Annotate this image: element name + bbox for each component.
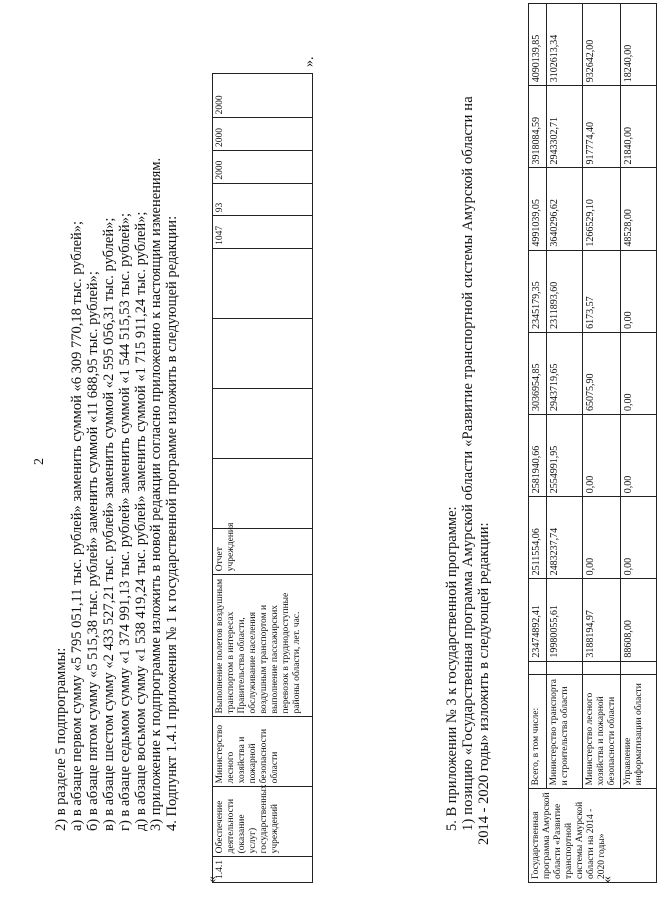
cell-value [213, 248, 313, 318]
table-row [621, 4, 657, 883]
open-quote: « [205, 876, 220, 883]
cell-value: 2345179,35 [529, 250, 547, 332]
text-line: г) в абзаце седьмом сумму «1 374 991,13 тыс. рублей» заменить суммой «1 544 515,53 тыс. рублей»; [116, 213, 133, 831]
cell-executor: Министерство лесного хозяйства и пожарной безопасности области [213, 717, 313, 787]
cell-spacer [583, 661, 621, 675]
cell-value: 2483237,74 [547, 497, 583, 579]
cell-value: 0,00 [621, 332, 657, 414]
section-5-text [444, 0, 492, 845]
cell-value: 0,00 [621, 250, 657, 332]
cell-value: 19980055,61 [547, 579, 583, 661]
cell-value: 2000 [213, 151, 313, 184]
cell-value: 23474892,41 [529, 579, 547, 661]
cell-value: 0,00 [621, 415, 657, 497]
text-line: 5. В приложении № 3 к государственной программе: [444, 506, 460, 831]
cell-value [213, 318, 313, 388]
cell-spacer [529, 661, 547, 675]
cell-value: 3102613,34 [547, 4, 583, 86]
cell-value: 2511554,06 [529, 497, 547, 579]
cell-value: 2581940,66 [529, 415, 547, 497]
cell-value [213, 458, 313, 528]
cell-value [213, 388, 313, 458]
cell-value: 88608,00 [621, 579, 657, 661]
cell-label: Управление информатизации области [621, 675, 657, 789]
cell-value: 21840,00 [621, 86, 657, 168]
cell-spacer [621, 661, 657, 675]
cell-value: 1266529,10 [583, 168, 621, 250]
cell-value: 4090139,85 [529, 4, 547, 86]
text-line: 4. Подпункт 1.4.1 приложения № 1 к государственной программе изложить в следующей редакции: [164, 215, 181, 831]
cell-value: 4991039,05 [529, 168, 547, 250]
amendment-text [54, 0, 181, 845]
open-quote: « [600, 876, 615, 883]
cell-value: 3036954,85 [529, 332, 547, 414]
page-number: 2 [32, 458, 47, 465]
cell-value: 3188194,97 [583, 579, 621, 661]
cell-value: 2943302,71 [547, 86, 583, 168]
cell-value: 1047 [213, 216, 313, 249]
cell-value: 93 [213, 183, 313, 216]
cell-value: 0,00 [583, 415, 621, 497]
cell-program: Государственная программа Амурской области «Развитие транспортной системы Амурской области на 2014 - 2020 годы» [529, 789, 657, 883]
cell-num: 1.4.1 [213, 857, 313, 883]
cell-value: 2000 [213, 74, 313, 118]
table-row [547, 4, 583, 883]
program-table [528, 3, 657, 883]
text-line: д) в абзаце восьмом сумму «1 538 419,24 тыс. рублей» заменить суммой «1 715 911,24 тыс. рублей»; [132, 211, 149, 831]
cell-value: 18240,00 [621, 4, 657, 86]
cell-value: 65075,90 [583, 332, 621, 414]
table-row [529, 4, 547, 883]
cell-value: 917774,40 [583, 86, 621, 168]
subitem-table [212, 73, 313, 883]
table-row [213, 74, 313, 883]
cell-value: 2554991,95 [547, 415, 583, 497]
cell-description: Выполнение полетов воздушным транспортом в интересах Правительства области, обслуживание населения воздушным транспортом и выполнение пассажирских перевозок в труднодоступные районы области, лет. час. [213, 575, 313, 717]
cell-name: Обеспечение деятельности (оказание услуг) государственных учреждений [213, 787, 313, 857]
cell-value: 48528,00 [621, 168, 657, 250]
text-line: в) в абзаце шестом сумму «2 433 527,21 тыс. рублей» заменить суммой «2 595 056,31 тыс. рублей»; [100, 217, 117, 831]
cell-value: 6173,57 [583, 250, 621, 332]
text-line: б) в абзаце пятом сумму «5 515,38 тыс. рублей» заменить суммой «11 688,95 тыс. рублей»; [84, 271, 101, 831]
cell-value: 0,00 [583, 497, 621, 579]
cell-value: 3918084,59 [529, 86, 547, 168]
cell-label: Министерство лесного хозяйства и пожарной безопасности области [583, 675, 621, 789]
cell-value: 3640296,62 [547, 168, 583, 250]
cell-value: 2943719,65 [547, 332, 583, 414]
cell-value: 2000 [213, 118, 313, 151]
text-line: 2) в разделе 5 подпрограммы: [53, 647, 69, 831]
cell-indicator: Отчет учреждения [213, 528, 313, 575]
table-row [583, 4, 621, 883]
text-line: 2014 - 2020 годы» изложить в следующей редакции: [476, 522, 492, 845]
cell-value: 2311893,60 [547, 250, 583, 332]
cell-value: 0,00 [621, 497, 657, 579]
cell-label: Министерство транспорта и строительства области [547, 675, 583, 789]
cell-label: Всего, в том числе: [529, 675, 547, 789]
text-line: 1) позицию «Государственная программа Амурской области «Развитие транспортной системы Амурской области на [460, 96, 476, 831]
close-quote: ». [302, 56, 317, 67]
cell-spacer [547, 661, 583, 675]
cell-value: 932642,00 [583, 4, 621, 86]
text-line: а) в абзаце первом сумму «5 795 051,11 тыс. рублей» заменить суммой «6 309 770,18 тыс. рублей»; [68, 220, 85, 831]
text-line: 3) приложение к подпрограмме изложить в новой редакции согласно приложению к настоящим изменениям. [148, 157, 165, 831]
